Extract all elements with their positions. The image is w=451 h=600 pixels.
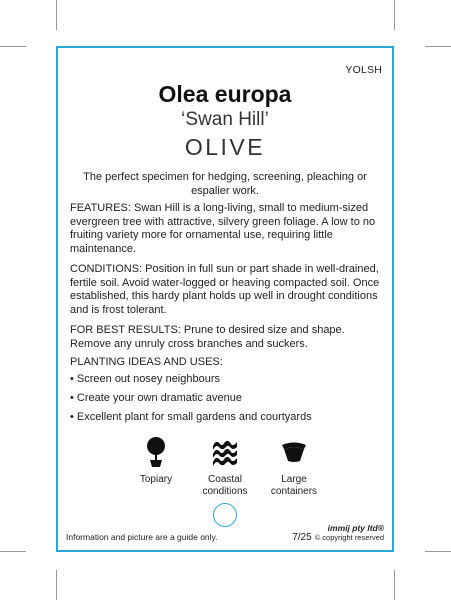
features-text: Swan Hill is a long-living, small to medium-sized evergreen tree with attractive, silvery green foliage. A low to no fruiting variety more for ornamental use, requiring little maintenance.: [70, 202, 376, 255]
list-item: • Excellent plant for small gardens and courtyards: [70, 411, 312, 423]
botanical-name: Olea europa: [158, 81, 292, 107]
coastal-label-line2: conditions: [202, 486, 248, 497]
cultivar-name: ‘Swan Hill’: [181, 109, 269, 130]
plant-label: [56, 46, 394, 552]
best-results-text: Prune to desired size and shape. Remove any unruly cross branches and suckers.: [70, 324, 345, 350]
crop-mark: [0, 46, 26, 47]
print-date: 7/25: [292, 532, 312, 543]
crop-mark: [394, 570, 395, 600]
crop-mark: [0, 551, 26, 552]
topiary-label: Topiary: [139, 474, 173, 485]
coastal-waves-icon: [211, 436, 239, 468]
topiary-icon: [144, 436, 168, 468]
common-name: OLIVE: [184, 134, 266, 160]
containers-label-line1: Large: [281, 474, 307, 485]
blank-circle-marker: [213, 503, 237, 527]
best-results-heading: FOR BEST RESULTS:: [70, 324, 181, 336]
crop-mark: [394, 0, 395, 30]
planting-list: [70, 370, 382, 427]
disclaimer: Information and picture are a guide only.: [66, 532, 218, 542]
coastal-label-line1: Coastal: [208, 474, 242, 485]
best-results-paragraph: [70, 324, 382, 351]
conditions-heading: CONDITIONS:: [70, 263, 143, 275]
copyright-line: [292, 532, 384, 543]
crop-mark: [56, 570, 57, 600]
crop-mark: [425, 46, 451, 47]
feature-icon-topiary: [126, 436, 186, 486]
containers-label-line2: containers: [270, 486, 318, 497]
crop-mark: [56, 0, 57, 30]
feature-icon-containers: [264, 436, 324, 498]
container-pot-icon: [280, 436, 308, 468]
brand-name: immij pty ltd®: [327, 523, 384, 533]
planting-heading: PLANTING IDEAS AND USES:: [70, 356, 223, 368]
product-code: YOLSH: [345, 64, 382, 76]
features-paragraph: [70, 202, 382, 256]
conditions-paragraph: [70, 263, 382, 317]
crop-mark: [425, 551, 451, 552]
copyright-text: © copyright reserved: [314, 533, 384, 542]
features-heading: FEATURES:: [70, 202, 131, 214]
list-item: • Create your own dramatic avenue: [70, 392, 242, 404]
conditions-text: Position in full sun or part shade in well-drained, fertile soil. Avoid water-logged or heaving compacted soil. Once established, this hardy plant holds up well in drought conditions and is frost tolerant.: [70, 263, 380, 316]
intro-text: The perfect specimen for hedging, screening, pleaching or espalier work.: [83, 171, 367, 197]
feature-icon-coastal: [195, 436, 255, 498]
list-item: • Screen out nosey neighbours: [70, 373, 221, 385]
